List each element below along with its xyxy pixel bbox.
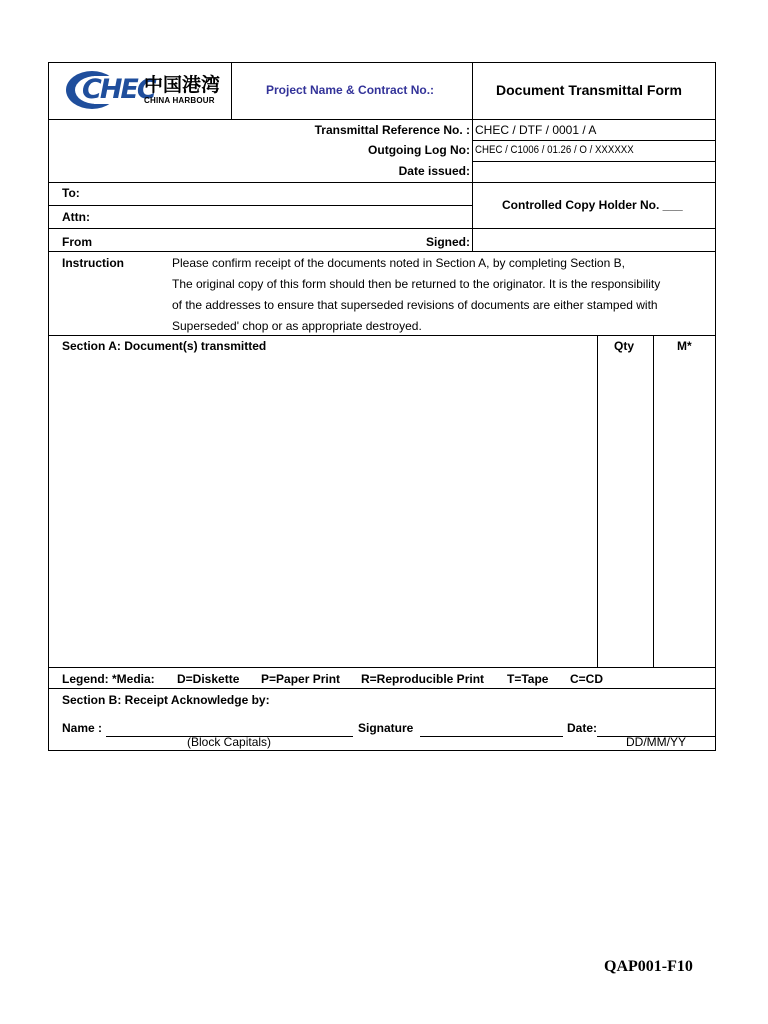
to-attn-rule	[48, 205, 473, 206]
media-column-header: M*	[677, 339, 692, 353]
from-field[interactable]	[100, 231, 410, 249]
receipt-date-label: Date:	[567, 721, 598, 735]
recipient-bottom-rule	[48, 228, 716, 229]
instruction-line-1: Please confirm receipt of the documents noted in Section A, by completing Section B,	[172, 256, 625, 270]
from-bottom-rule	[48, 251, 716, 252]
qty-entry-area[interactable]	[599, 356, 651, 665]
media-column-divider	[653, 335, 654, 668]
outgoing-log-label: Outgoing Log No:	[368, 143, 470, 157]
instruction-line-3: of the addresses to ensure that superseded revisions of documents are either stamped with	[172, 298, 658, 312]
reference-bottom-rule	[48, 182, 716, 183]
header-bottom-rule	[48, 119, 716, 120]
reference-row-rule-2	[472, 161, 716, 162]
legend-item-reproducible-print: R=Reproducible Print	[361, 672, 485, 686]
from-label: From	[62, 235, 92, 249]
qty-column-divider	[597, 335, 598, 668]
date-issued-label: Date issued:	[398, 164, 470, 178]
legend-item-cd: C=CD	[570, 672, 604, 686]
to-field[interactable]	[90, 184, 468, 203]
instruction-line-2: The original copy of this form should then be returned to the originator. It is the responsibility	[172, 277, 661, 291]
logo-chinese-name: 中国港湾	[144, 74, 221, 96]
section-b-title: Section B: Receipt Acknowledge by:	[62, 693, 270, 707]
legend-bottom-rule	[48, 688, 716, 689]
project-name-label: Project Name & Contract No.:	[266, 83, 435, 97]
form-code: QAP001-F10	[604, 958, 693, 975]
logo-mark: CHEC	[82, 74, 155, 105]
legend-item-diskette: D=Diskette	[177, 672, 240, 686]
reference-value-divider	[472, 119, 473, 182]
section-a-bottom-rule	[48, 667, 716, 668]
legend-item-paper-print: P=Paper Print	[261, 672, 341, 686]
receipt-signature-field[interactable]	[420, 718, 563, 737]
instruction-line-4: Superseded' chop or as appropriate destroyed.	[172, 319, 422, 333]
date-format-hint: DD/MM/YY	[626, 735, 686, 749]
transmittal-reference-value[interactable]: CHEC / DTF / 0001 / A	[475, 123, 597, 137]
attn-label: Attn:	[62, 210, 90, 224]
legend-label: Legend: *Media:	[62, 672, 155, 686]
logo-english-name: CHINA HARBOUR	[144, 96, 215, 105]
media-entry-area[interactable]	[655, 356, 714, 665]
receipt-signature-label: Signature	[358, 721, 414, 735]
qty-column-header: Qty	[614, 339, 635, 353]
documents-entry-area[interactable]	[50, 356, 595, 665]
reference-row-rule-1	[472, 140, 716, 141]
legend-item-tape: T=Tape	[507, 672, 549, 686]
signed-label: Signed:	[426, 235, 470, 249]
attn-field[interactable]	[96, 207, 468, 226]
form-title: Document Transmittal Form	[496, 82, 682, 98]
transmittal-reference-label: Transmittal Reference No. :	[314, 123, 470, 137]
receipt-name-label: Name :	[62, 721, 103, 735]
date-issued-value[interactable]	[475, 164, 713, 178]
instruction-bottom-rule	[48, 335, 716, 336]
to-label: To:	[62, 186, 80, 200]
outgoing-log-value[interactable]: CHEC / C1006 / 01.26 / O / XXXXXX	[475, 144, 634, 156]
header-divider-2	[472, 62, 473, 120]
controlled-copy-holder-label: Controlled Copy Holder No. ___	[502, 198, 683, 212]
signed-field[interactable]	[475, 231, 713, 249]
company-logo	[64, 68, 224, 112]
section-a-title: Section A: Document(s) transmitted	[62, 339, 267, 353]
block-capitals-hint: (Block Capitals)	[187, 735, 272, 749]
signed-divider	[472, 228, 473, 252]
header-divider-1	[231, 62, 232, 120]
instruction-label: Instruction	[62, 256, 124, 270]
